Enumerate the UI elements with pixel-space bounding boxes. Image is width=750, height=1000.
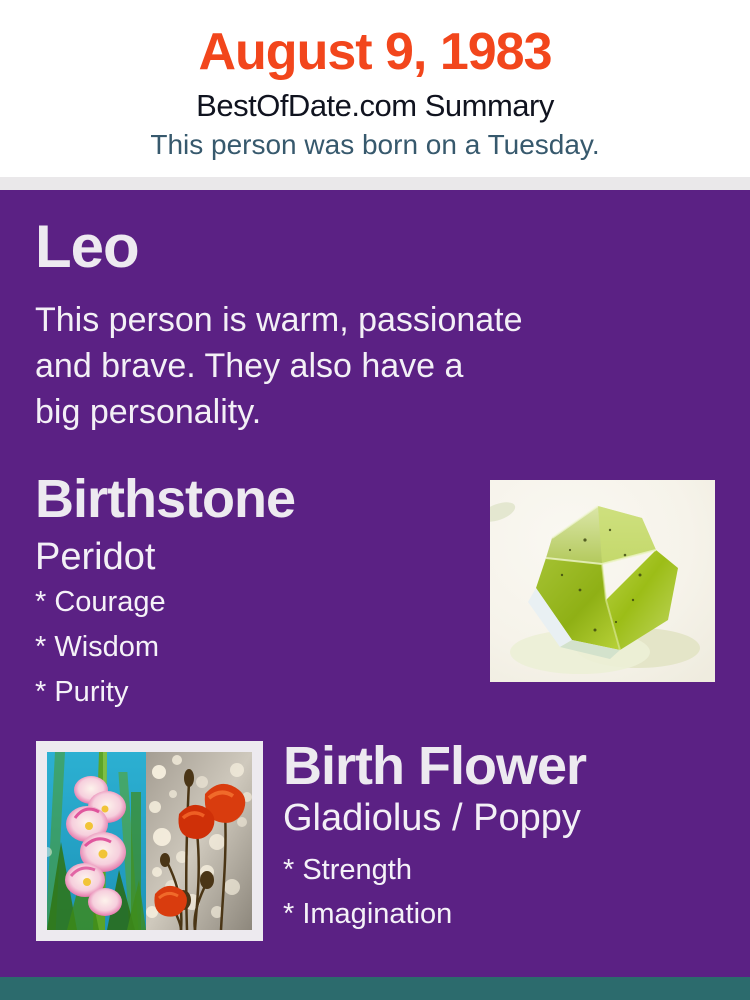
weekday-note: This person was born on a Tuesday. — [150, 129, 600, 160]
zodiac-description — [35, 297, 715, 435]
birthstone-trait: * Purity — [35, 676, 129, 708]
birth-flower-trait: * Strength — [283, 854, 412, 886]
birth-flower-trait: * Imagination — [283, 898, 453, 930]
birthstone-name: Peridot — [35, 536, 156, 578]
footer-accent-bar — [0, 977, 750, 1000]
birthstone-trait: * Courage — [35, 586, 166, 618]
birth-flower-section-title: Birth Flower — [283, 736, 587, 796]
peridot-gemstone-photo — [490, 480, 715, 682]
birth-flower-name: Gladiolus / Poppy — [283, 797, 581, 839]
site-summary-subtitle: BestOfDate.com Summary — [196, 88, 554, 123]
zodiac-sign-title: Leo — [35, 213, 139, 280]
gladiolus-and-poppy-photo — [36, 741, 263, 941]
header-divider-strip — [0, 177, 750, 190]
zodiac-description-line: big personality. — [35, 393, 262, 431]
zodiac-description-line: This person is warm, passionate — [35, 301, 523, 339]
header — [0, 0, 750, 177]
birthstone-section-title: Birthstone — [35, 469, 295, 529]
birthstone-trait: * Wisdom — [35, 631, 160, 663]
date-title: August 9, 1983 — [198, 23, 552, 81]
zodiac-description-line: and brave. They also have a — [35, 347, 464, 385]
